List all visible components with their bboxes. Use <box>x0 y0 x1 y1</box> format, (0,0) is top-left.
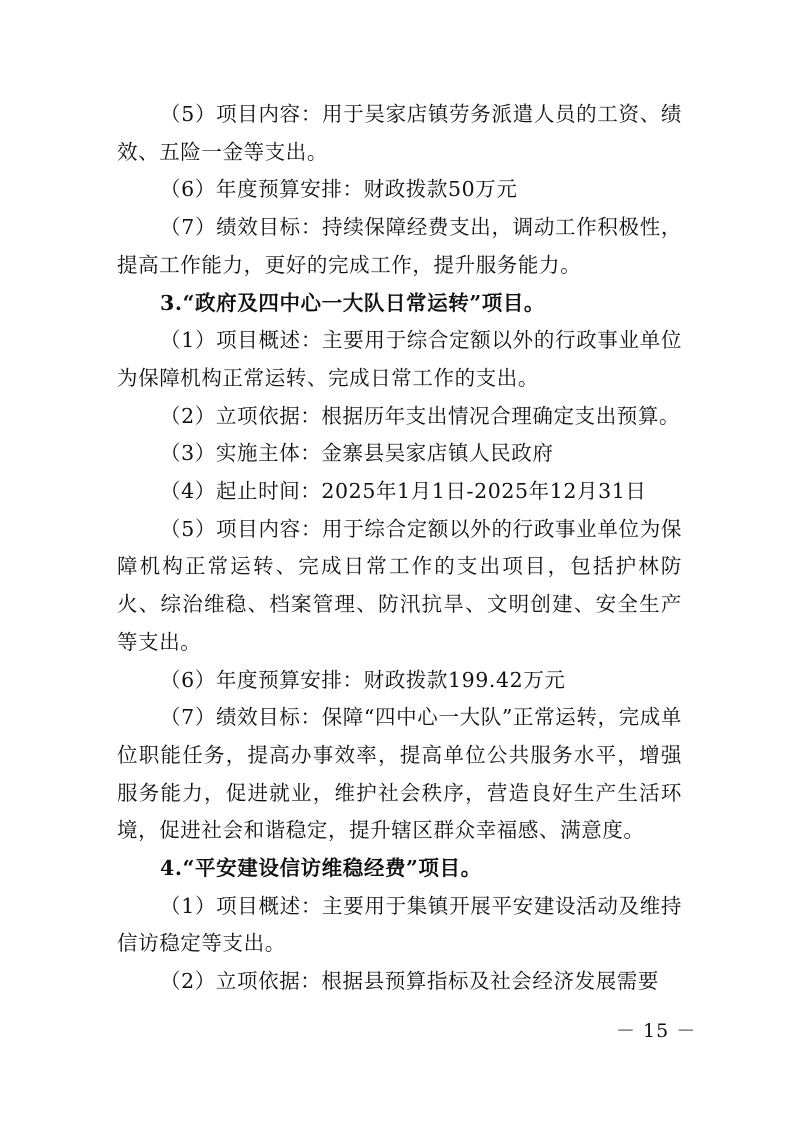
paragraph: （2）立项依据：根据县预算指标及社会经济发展需要 <box>160 969 659 994</box>
document-body <box>117 96 682 1001</box>
paragraph: （1）项目概述：主要用于综合定额以外的行政事业单位为保障机构正常运转、完成日常工作的支出。 <box>117 328 682 390</box>
paragraph: （1）项目概述：主要用于集镇开展平安建设活动及维持信访稳定等支出。 <box>117 893 682 956</box>
paragraph: （2）立项依据：根据历年支出情况合理确定支出预算。 <box>160 403 681 428</box>
section-heading: 4.“平安建设信访维稳经费”项目。 <box>160 856 482 881</box>
paragraph: （7）绩效目标：保障“四中心一大队”正常运转，完成单位职能任务，提高办事效率，提高单位公共服务水平，增强服务能力，促进就业，维护社会秩序，营造良好生产生活环境，促进社会和谐稳定，提升辖区群众幸福感、满意度。 <box>117 705 682 843</box>
paragraph: （5）项目内容：用于综合定额以外的行政事业单位为保障机构正常运转、完成日常工作的支出项目，包括护林防火、综治维稳、档案管理、防汛抗旱、文明创建、安全生产等支出。 <box>117 516 682 654</box>
paragraph: （6）年度预算安排：财政拨款199.42万元 <box>160 667 566 692</box>
paragraph: （5）项目内容：用于吴家店镇劳务派遣人员的工资、绩效、五险一金等支出。 <box>117 102 682 164</box>
paragraph: （3）实施主体：金寨县吴家店镇人民政府 <box>160 441 554 466</box>
page-number: － 15 － <box>616 1020 697 1042</box>
paragraph: （4）起止时间：2025年1月1日-2025年12月31日 <box>160 479 647 504</box>
paragraph: （7）绩效目标：持续保障经费支出，调动工作积极性，提高工作能力，更好的完成工作，提升服务能力。 <box>117 215 682 277</box>
section-heading: 3.“政府及四中心一大队日常运转”项目。 <box>160 290 546 315</box>
paragraph: （6）年度预算安排：财政拨款50万元 <box>160 177 518 202</box>
